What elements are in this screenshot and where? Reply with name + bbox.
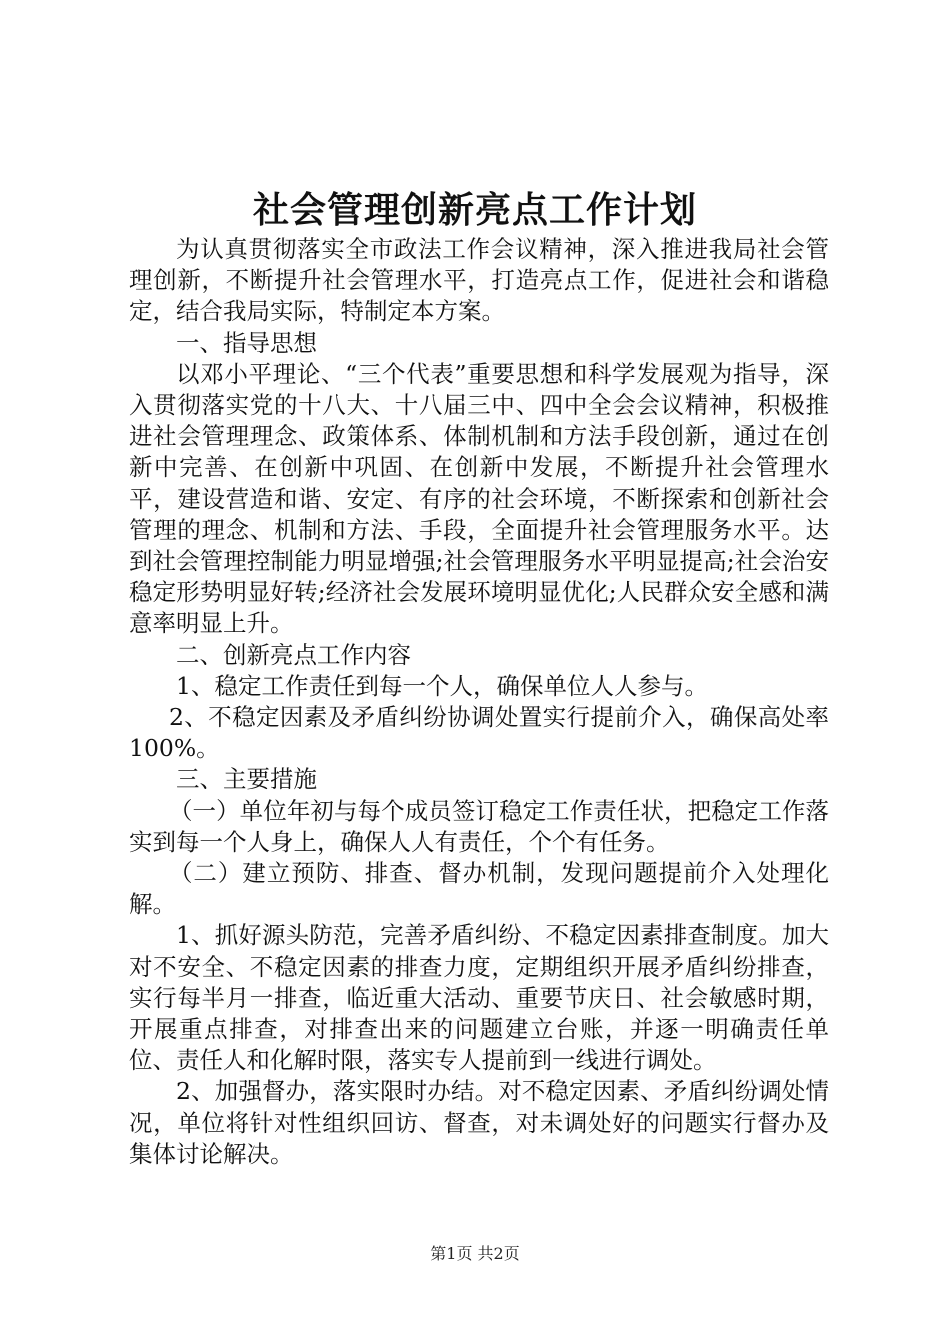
intro-paragraph: 为认真贯彻落实全市政法工作会议精神，深入推进我局社会管理创新，不断提升社会管理水平，打造亮点工作，促进社会和谐稳定，结合我局实际，特制定本方案。 bbox=[129, 235, 829, 326]
guiding-thought-paragraph: 以邓小平理论、“三个代表”重要思想和科学发展观为指导，深入贯彻落实党的十八大、十八届三中、四中全会会议精神，积极推进社会管理理念、政策体系、体制机制和方法手段创新，通过在创新中完善、在创新中巩固、在创新中发展，不断提升社会管理水平，建设营造和谐、安定、有序的社会环境，不断探索和创新社会管理的理念、机制和方法、手段，全面提升社会管理服务水平。达到社会管理控制能力明显增强;社会管理服务水平明显提高;社会治安稳定形势明显好转;经济社会发展环境明显优化;人民群众安全感和满意率明显上升。 bbox=[129, 359, 829, 638]
content-item-1: 1、稳定工作责任到每一个人，确保单位人人参与。 bbox=[176, 671, 708, 700]
section-heading-content: 二、创新亮点工作内容 bbox=[176, 640, 411, 669]
measure-1-paragraph: （一）单位年初与每个成员签订稳定工作责任状，把稳定工作落实到每一个人身上，确保人人有责任，个个有任务。 bbox=[129, 796, 829, 856]
document-title: 社会管理创新亮点工作计划 bbox=[252, 189, 697, 231]
document-body bbox=[129, 234, 829, 1170]
measure-2-item-2: 2、加强督办，落实限时办结。对不稳定因素、矛盾纠纷调处情况，单位将针对性组织回访、督查，对未调处好的问题实行督办及集体讨论解决。 bbox=[129, 1077, 829, 1168]
measure-2-item-1: 1、抓好源头防范，完善矛盾纠纷、不稳定因素排查制度。加大对不安全、不稳定因素的排查力度，定期组织开展矛盾纠纷排查，实行每半月一排查，临近重大活动、重要节庆日、社会敏感时期，开展重点排查，对排查出来的问题建立台账，并逐一明确责任单位、责任人和化解时限，落实专人提前到一线进行调处。 bbox=[129, 921, 829, 1075]
measure-2-paragraph: （二）建立预防、排查、督办机制，发现问题提前介入处理化解。 bbox=[129, 859, 829, 919]
section-heading-measures: 三、主要措施 bbox=[176, 765, 317, 794]
page-number-footer: 第1页 共2页 bbox=[430, 1244, 520, 1263]
content-item-2: 2、不稳定因素及矛盾纠纷协调处置实行提前介入，确保高处率100%。 bbox=[129, 703, 829, 763]
section-heading-guiding-thought: 一、指导思想 bbox=[176, 328, 317, 357]
